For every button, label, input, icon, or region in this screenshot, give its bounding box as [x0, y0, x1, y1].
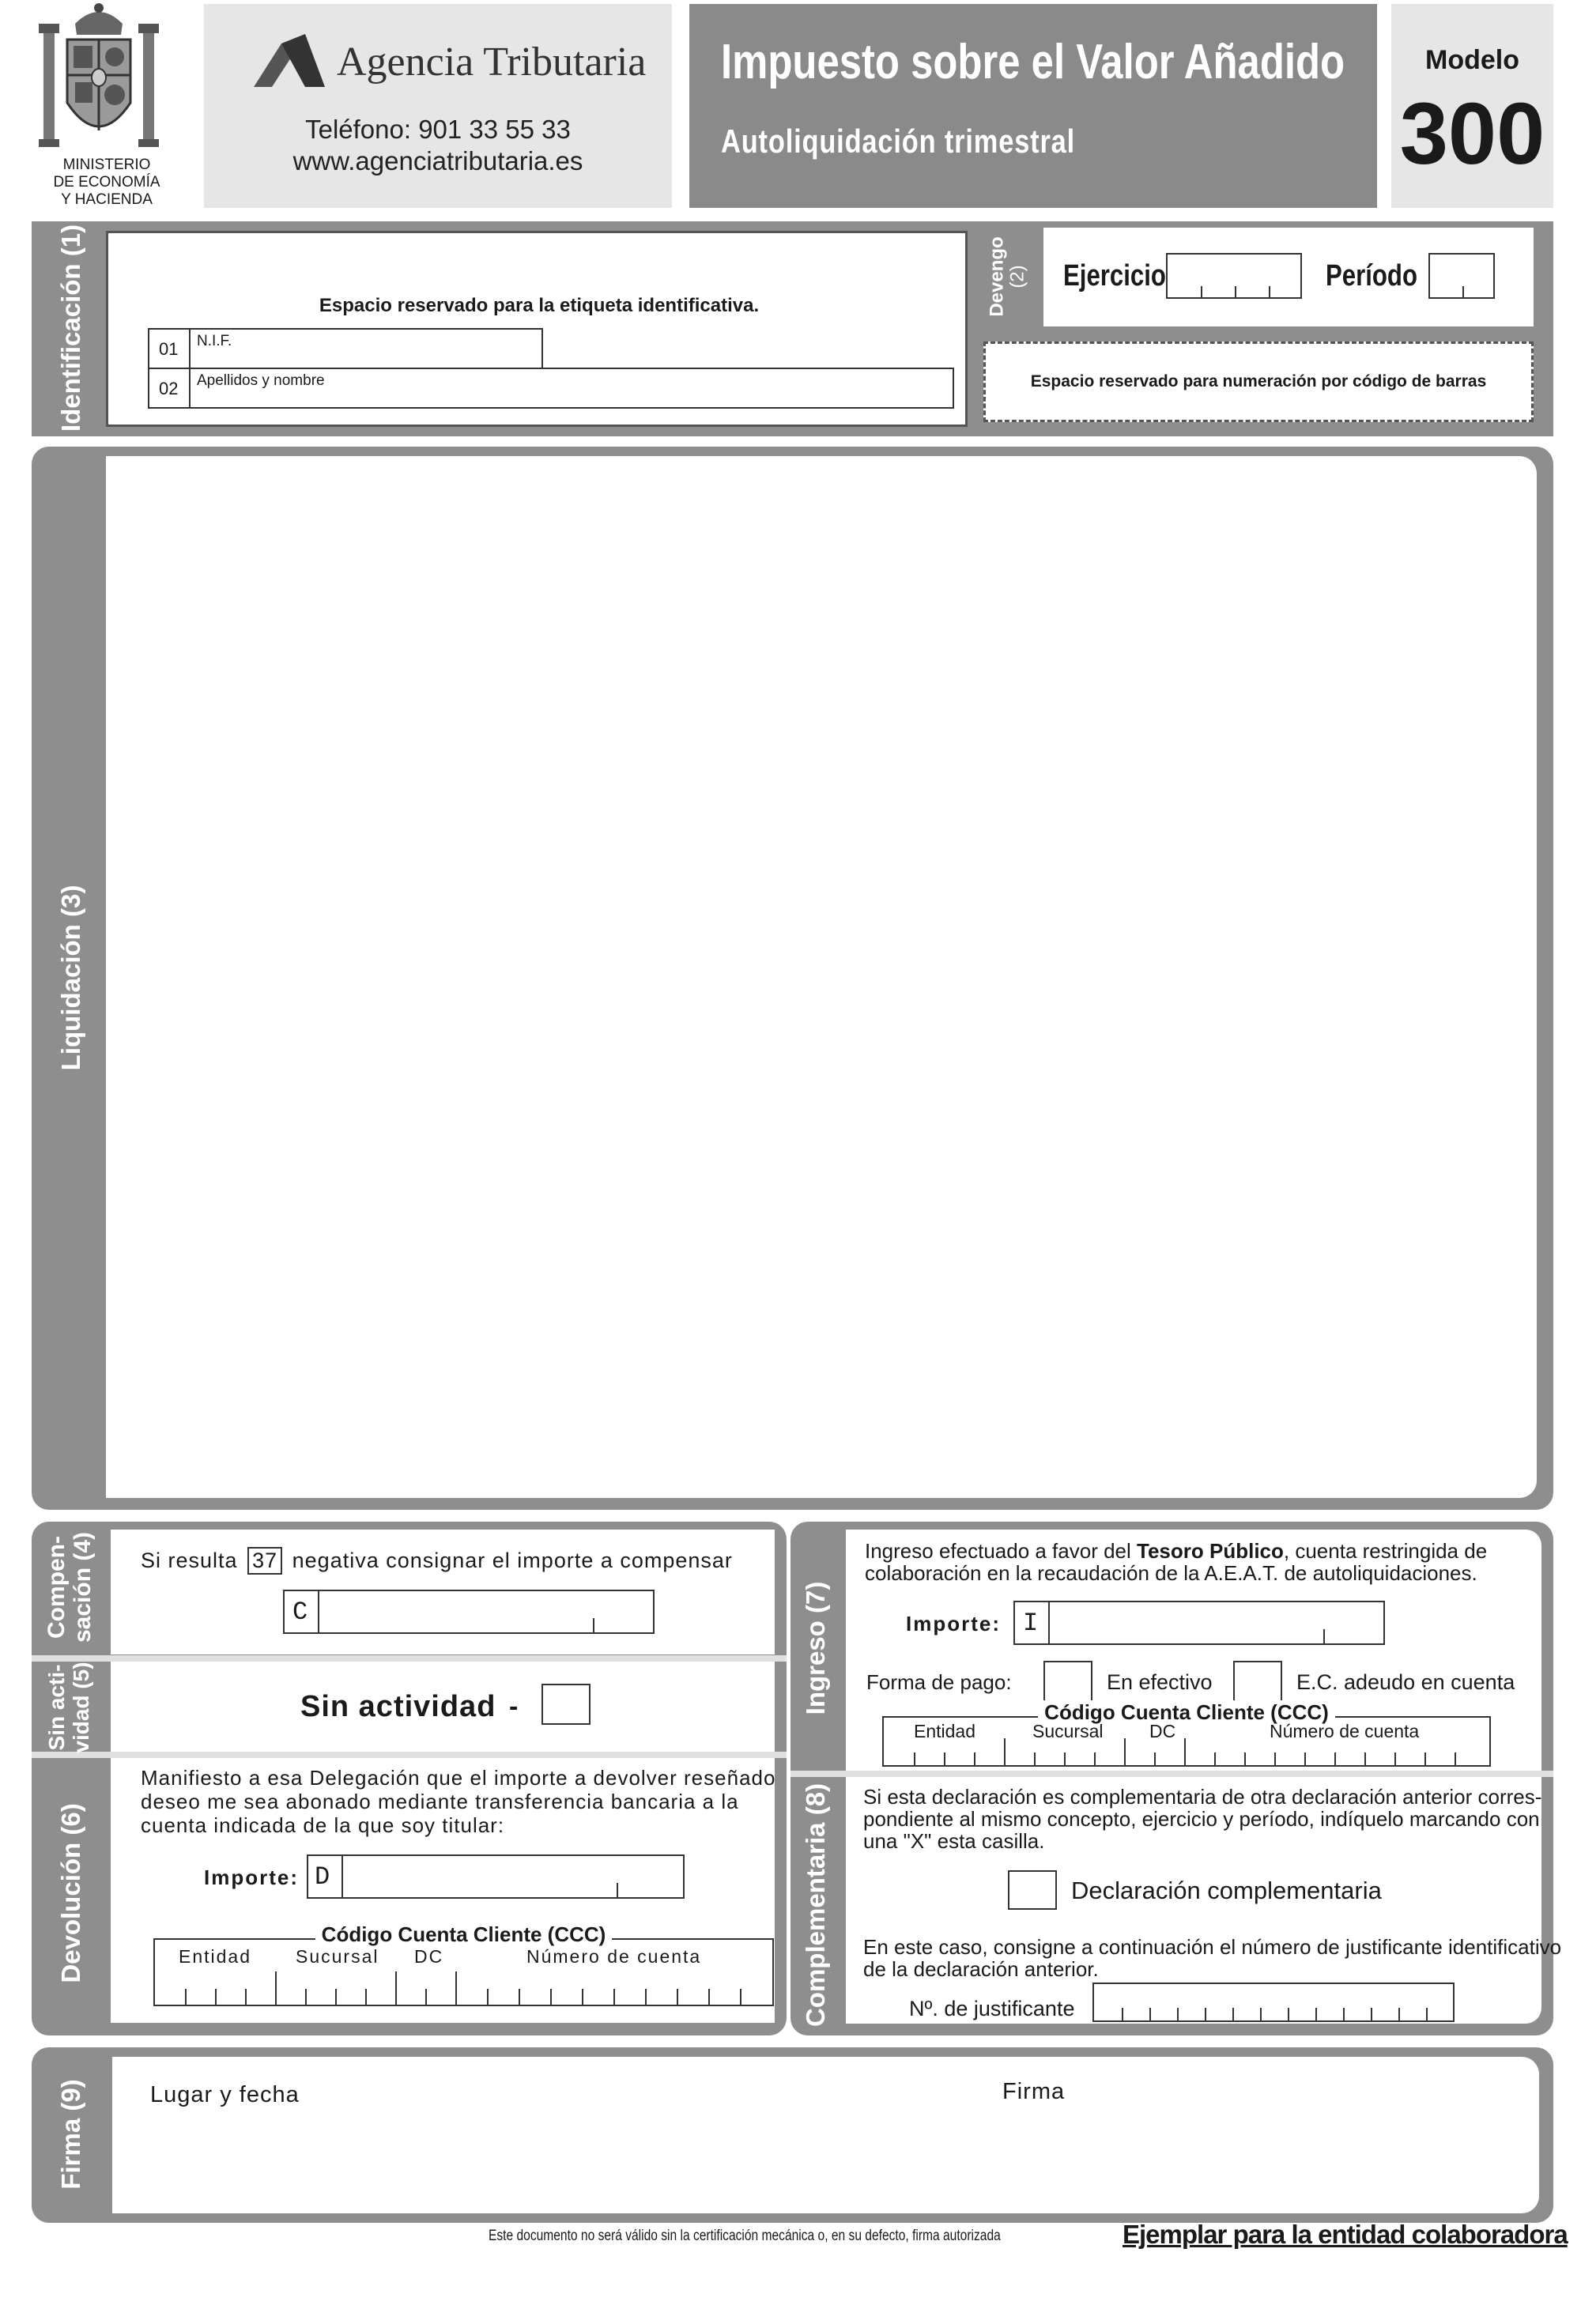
sinactividad-panel: [111, 1662, 775, 1752]
firma-label: Firma: [1002, 2079, 1066, 2104]
etiqueta-reserved-label: Espacio reservado para la etiqueta identificativa.: [319, 295, 760, 316]
ministry-header: [0, 0, 198, 221]
liquidacion-panel[interactable]: [106, 456, 1537, 1498]
devolucion-text-3: cuenta indicada de la que soy titular:: [141, 1813, 505, 1837]
devengo-panel: [1043, 228, 1534, 326]
complementaria-text-3: una "X" esta casilla.: [863, 1829, 1045, 1853]
nif-code: 01: [149, 330, 191, 368]
modelo-number: 300: [1399, 85, 1545, 183]
devolucion-ccc-title: Código Cuenta Cliente (CCC): [155, 1922, 772, 1947]
compensacion-prefix: C: [292, 1598, 308, 1627]
adeudo-checkbox[interactable]: [1233, 1661, 1282, 1702]
ingreso-section-label: Ingreso (7): [800, 1581, 830, 1715]
barcode-label: Espacio reservado para numeración por código de barras: [1030, 372, 1487, 390]
identificacion-panel: [106, 231, 968, 427]
agency-logo-icon: [250, 28, 329, 91]
devengo-section-label: Devengo (2): [986, 236, 1028, 317]
complementaria-section-label: Complementaria (8): [800, 1783, 830, 2028]
name-label: Apellidos y nombre: [197, 372, 325, 389]
ingreso-divider: [790, 1771, 1553, 1777]
form-subtitle: Autoliquidación trimestral: [721, 123, 1076, 160]
identificacion-section-label: Identificación (1): [55, 224, 85, 432]
sinactividad-dash: -: [509, 1692, 519, 1722]
devolucion-section-label: Devolución (6): [55, 1803, 85, 1983]
barcode-area: [983, 341, 1534, 422]
name-code: 02: [149, 369, 191, 407]
justificante-input[interactable]: [1092, 1983, 1455, 2022]
forma-pago-label: Forma de pago:: [866, 1670, 1012, 1694]
ingreso-ccc-dc: DC: [1149, 1721, 1176, 1741]
ministry-line-2: DE ECONOMÍA: [53, 174, 160, 191]
ingreso-importe-label: Importe:: [906, 1612, 1001, 1635]
complementaria-text-1: Si esta declaración es complementaria de otra declaración anterior corres-: [863, 1785, 1542, 1809]
devolucion-ccc-dc: DC: [414, 1946, 444, 1967]
liquidacion-section-label: Liquidación (3): [55, 885, 85, 1071]
agency-name: Agencia Tributaria: [337, 40, 647, 85]
ingreso-text-1: Ingreso efectuado a favor del Tesoro Público, cuenta restringida de: [865, 1539, 1488, 1563]
compensacion-panel: [111, 1530, 775, 1654]
devolucion-importe-label: Importe:: [204, 1866, 299, 1889]
devolucion-text-1: Manifiesto a esa Delegación que el importe a devolver reseñado: [141, 1766, 776, 1790]
devolucion-ccc-field[interactable]: [153, 1922, 774, 2006]
ministry-line-1: MINISTERIO: [62, 157, 151, 173]
ingreso-panel: [846, 1530, 1541, 1771]
modelo-block: [1391, 4, 1553, 208]
compensacion-divider: [32, 1655, 787, 1662]
firma-section-label: Firma (9): [55, 2079, 85, 2190]
periodo-input[interactable]: [1428, 253, 1495, 299]
complementaria-checkbox-label: Declaración complementaria: [1071, 1877, 1382, 1904]
ejercicio-input[interactable]: [1166, 253, 1302, 299]
efectivo-checkbox[interactable]: [1043, 1661, 1092, 1702]
footer-copy-label: Ejemplar para la entidad colaboradora: [1123, 2220, 1568, 2249]
modelo-label: Modelo: [1425, 45, 1519, 75]
adeudo-label: E.C. adeudo en cuenta: [1296, 1670, 1515, 1694]
form-title-block: [689, 4, 1377, 208]
compensacion-section-label: Compen- sación (4): [43, 1531, 96, 1643]
agency-phone: Teléfono: 901 33 55 33: [305, 115, 571, 144]
ingreso-amount-input[interactable]: [1013, 1601, 1385, 1645]
ingreso-ccc-title: Código Cuenta Cliente (CCC): [884, 1700, 1489, 1725]
ingreso-ccc-numero: Número de cuenta: [1270, 1721, 1420, 1741]
sinactividad-label: Sin actividad: [300, 1690, 496, 1723]
lugar-fecha-label: Lugar y fecha: [150, 2082, 300, 2107]
devolucion-text-2: deseo me sea abonado mediante transferencia bancaria a la: [141, 1790, 739, 1813]
devolucion-panel: [111, 1758, 775, 2023]
sinactividad-checkbox[interactable]: [541, 1684, 591, 1725]
ministry-line-3: Y HACIENDA: [61, 191, 153, 208]
devolucion-ccc-sucursal: Sucursal: [296, 1946, 379, 1967]
ingreso-prefix: I: [1023, 1609, 1039, 1638]
sinactividad-section-label: Sin acti- vidad (5): [44, 1662, 93, 1753]
sinactividad-divider: [32, 1752, 787, 1758]
efectivo-label: En efectivo: [1107, 1670, 1213, 1694]
devolucion-amount-input[interactable]: [307, 1854, 685, 1899]
ejercicio-label: Ejercicio: [1063, 259, 1166, 292]
box-37: 37: [247, 1547, 282, 1575]
complementaria-panel: [846, 1777, 1562, 2024]
devolucion-prefix: D: [315, 1862, 330, 1892]
agency-website: www.agenciatributaria.es: [292, 146, 583, 175]
devolucion-ccc-entidad: Entidad: [179, 1946, 252, 1967]
agency-block: [204, 4, 672, 208]
coat-of-arms-icon: [28, 0, 170, 154]
complementaria-text-2: pondiente al mismo concepto, ejercicio y período, indíquelo marcando con: [863, 1807, 1540, 1831]
name-field[interactable]: [148, 368, 954, 409]
ingreso-ccc-field[interactable]: [882, 1700, 1491, 1767]
ingreso-ccc-entidad: Entidad: [914, 1721, 976, 1741]
justificante-label: Nº. de justificante: [909, 1997, 1075, 2020]
nif-field[interactable]: [148, 328, 543, 369]
periodo-label: Período: [1326, 259, 1418, 292]
form-title: Impuesto sobre el Valor Añadido: [721, 35, 1345, 89]
compensacion-amount-input[interactable]: [283, 1590, 655, 1634]
ingreso-text-2: colaboración en la recaudación de la A.E.A.T. de autoliquidaciones.: [865, 1561, 1477, 1585]
footer-disclaimer: Este documento no será válido sin la certificación mecánica o, en su defecto, firma autorizada: [489, 2228, 1001, 2244]
ingreso-ccc-sucursal: Sucursal: [1032, 1721, 1104, 1741]
firma-panel[interactable]: [112, 2057, 1539, 2213]
devolucion-ccc-numero: Número de cuenta: [526, 1946, 702, 1967]
complementaria-checkbox[interactable]: [1008, 1870, 1057, 1910]
complementaria-text2-1: En este caso, consigne a continuación el número de justificante identificativo: [863, 1935, 1562, 1959]
complementaria-text2-2: de la declaración anterior.: [863, 1957, 1099, 1981]
nif-label: N.I.F.: [197, 333, 232, 349]
compensacion-text: Si resulta 37 negativa consignar el importe a compensar: [141, 1547, 733, 1575]
